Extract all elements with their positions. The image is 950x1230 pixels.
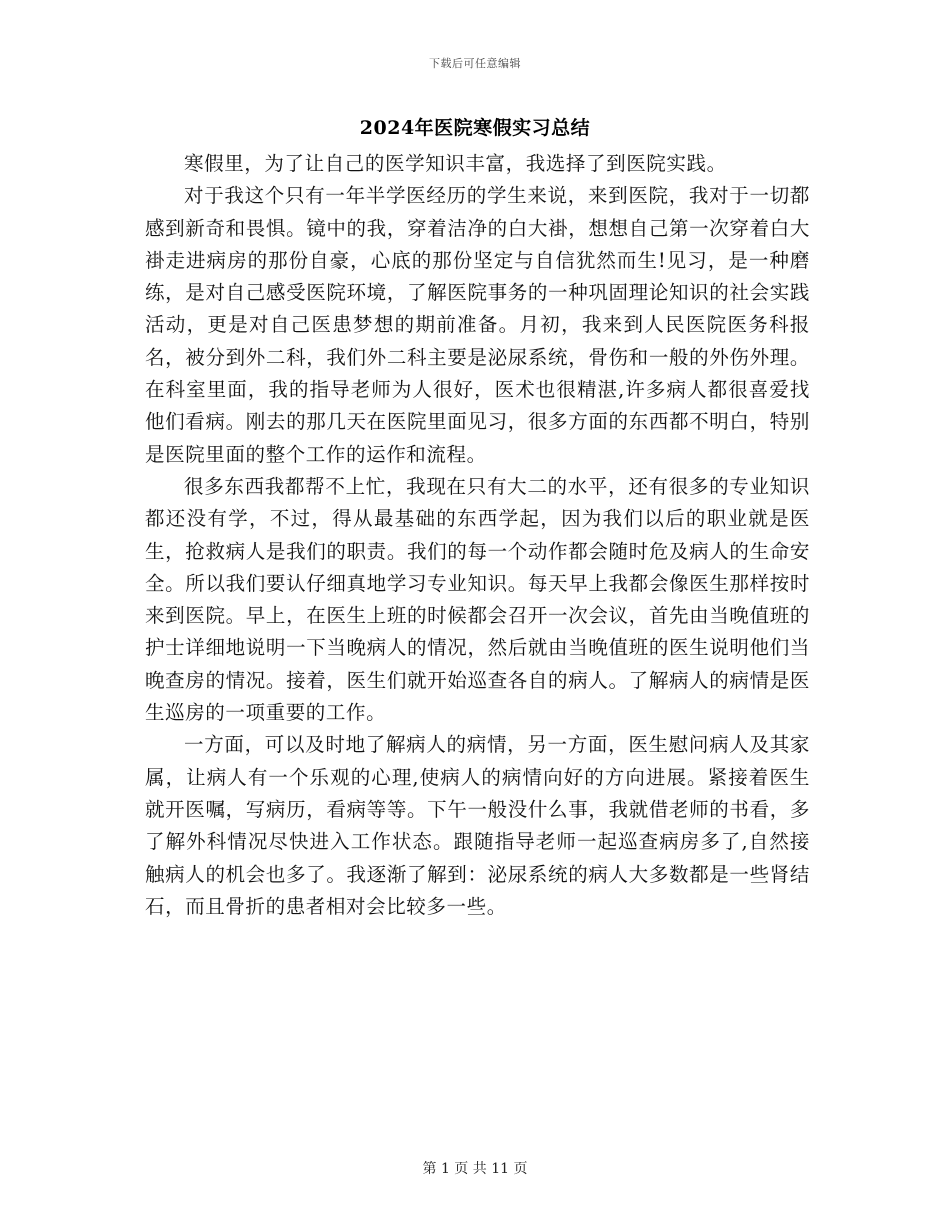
paragraph: 很多东西我都帮不上忙，我现在只有大二的水平，还有很多的专业知识都还没有学，不过，得从最基础的东西学起，因为我们以后的职业就是医生，抢救病人是我们的职责。我们的每一个动作都会随时危及病人的生命安全。所以我们要认仔细真地学习专业知识。每天早上我都会像医生那样按时来到医院。早上，在医生上班的时候都会召开一次会议，首先由当晚值班的护士详细地说明一下当晚病人的情况，然后就由当晚值班的医生说明他们当晚查房的情况。接着，医生们就开始巡查各自的病人。了解病人的病情是医生巡房的一项重要的工作。 xyxy=(145,474,810,725)
paragraph: 寒假里，为了让自己的医学知识丰富，我选择了到医院实践。 xyxy=(184,152,727,175)
paragraph: 一方面，可以及时地了解病人的病情，另一方面，医生慰问病人及其家属，让病人有一个乐观的心理,使病人的病情向好的方向进展。紧接着医生就开医嘱，写病历，看病等等。下午一般没什么事，我就借老师的书看，多了解外科情况尽快进入工作状态。跟随指导老师一起巡查病房多了,自然接触病人的机会也多了。我逐渐了解到：泌尿系统的病人大多数都是一些肾结石，而且骨折的患者相对会比较多一些。 xyxy=(145,733,810,918)
paragraph: 对于我这个只有一年半学医经历的学生来说，来到医院，我对于一切都感到新奇和畏惧。镜中的我，穿着洁净的白大褂，想想自己第一次穿着白大褂走进病房的那份自豪，心底的那份坚定与自信犹然而生!见习，是一种磨练，是对自己感受医院环境，了解医院事务的一种巩固理论知识的社会实践活动，更是对自己医患梦想的期前准备。月初，我来到人民医院医务科报名，被分到外二科，我们外二科主要是泌尿系统，骨伤和一般的外伤外理。在科室里面，我的指导老师为人很好，医术也很精湛,许多病人都很喜爱找他们看病。刚去的那几天在医院里面见习，很多方面的东西都不明白，特别是医院里面的整个工作的运作和流程。 xyxy=(145,184,810,466)
document-body xyxy=(145,148,810,923)
page-number: 第 1 页 共 11 页 xyxy=(422,1161,528,1177)
header-note: 下载后可任意编辑 xyxy=(429,57,521,70)
document-title: 2024年医院寒假实习总结 xyxy=(359,117,591,139)
